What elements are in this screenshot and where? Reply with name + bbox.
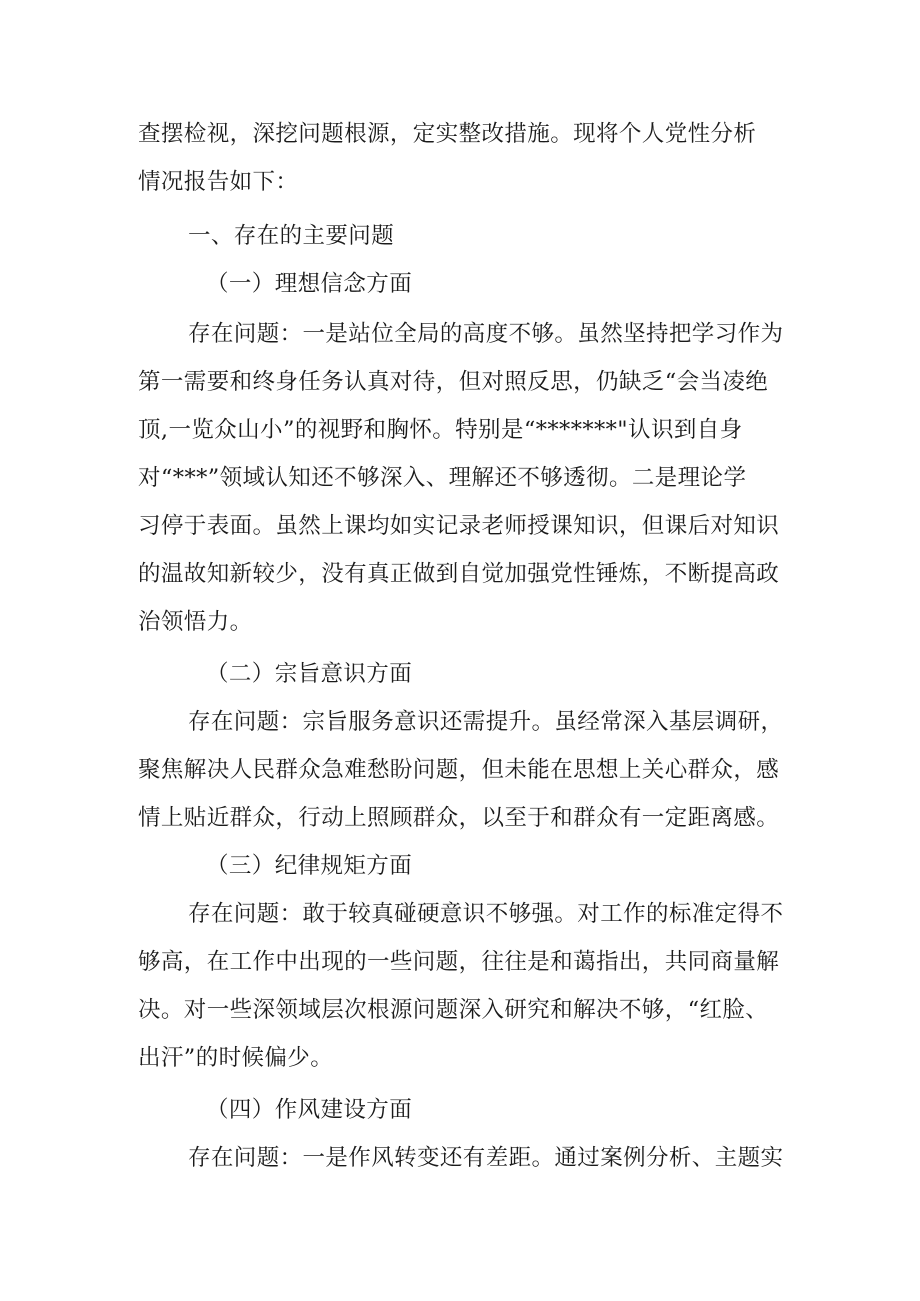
- subsection-heading-2: （二）宗旨意识方面: [206, 661, 413, 687]
- paragraph-line: 出汗”的时候偏少。: [138, 1045, 334, 1071]
- paragraph-line: 决。对一些深领域层次根源问题深入研究和解决不够，“红脸、: [138, 997, 769, 1023]
- paragraph-line: 习停于表面。虽然上课均如实记录老师授课知识，但课后对知识: [138, 513, 780, 539]
- paragraph-line: 存在问题：一是作风转变还有差距。通过案例分析、主题实: [188, 1145, 784, 1171]
- paragraph-line: 够高，在工作中出现的一些问题，往往是和蔼指出，共同商量解: [138, 949, 780, 975]
- intro-line-2: 情况报告如下：: [138, 169, 299, 195]
- paragraph-line: 情上贴近群众，行动上照顾群众，以至于和群众有一定距离感。: [138, 805, 780, 831]
- paragraph-line: 聚焦解决人民群众急难愁盼问题，但未能在思想上关心群众，感: [138, 757, 780, 783]
- paragraph-line: 第一需要和终身任务认真对待，但对照反思，仍缺乏“会当凌绝: [138, 369, 769, 395]
- subsection-heading-1: （一）理想信念方面: [206, 271, 413, 297]
- section-heading-main: 一、存在的主要问题: [188, 223, 395, 249]
- subsection-heading-3: （三）纪律规矩方面: [206, 853, 413, 879]
- paragraph-line: 存在问题：敢于较真碰硬意识不够强。对工作的标准定得不: [188, 901, 784, 927]
- paragraph-line: 的温故知新较少，没有真正做到自觉加强党性锤炼，不断提高政: [138, 561, 780, 587]
- paragraph-line: 顶,一览众山小”的视野和胸怀。特别是“*******"认识到自身: [138, 417, 743, 443]
- paragraph-line: 治领悟力。: [138, 609, 253, 635]
- paragraph-line: 存在问题：一是站位全局的高度不够。虽然坚持把学习作为: [188, 321, 784, 347]
- paragraph-line: 存在问题：宗旨服务意识还需提升。虽经常深入基层调研，: [188, 709, 784, 735]
- intro-line-1: 查摆检视，深挖问题根源，定实整改措施。现将个人党性分析: [138, 121, 757, 147]
- subsection-heading-4: （四）作风建设方面: [206, 1097, 413, 1123]
- paragraph-line: 对“***”领域认知还不够深入、理解还不够透彻。二是理论学: [138, 465, 747, 491]
